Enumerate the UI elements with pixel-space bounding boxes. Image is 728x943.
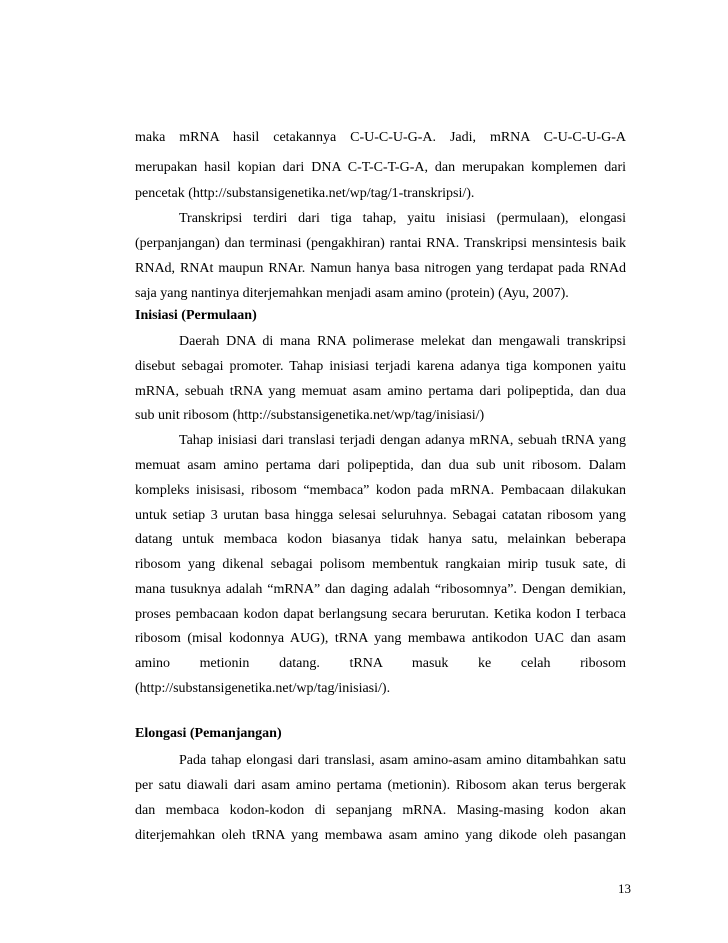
paragraph-line: amino metionin datang. tRNA masuk ke celah ribosom — [135, 656, 626, 671]
paragraph-line: disebut sebagai promoter. Tahap inisiasi terjadi karena adanya tiga komponen yaitu — [135, 359, 626, 374]
paragraph-line: maka mRNA hasil cetakannya C-U-C-U-G-A. Jadi, mRNA C-U-C-U-G-A — [135, 130, 626, 145]
paragraph-line: (perpanjangan) dan terminasi (pengakhiran) rantai RNA. Transkripsi mensintesis baik — [135, 236, 626, 251]
paragraph-line: ribosom (misal kodonnya AUG), tRNA yang membawa antikodon UAC dan asam — [135, 631, 626, 646]
paragraph-line: saja yang nantinya diterjemahkan menjadi asam amino (protein) (Ayu, 2007). — [135, 286, 569, 301]
paragraph-line: diterjemahkan oleh tRNA yang membawa asam amino yang dikode oleh pasangan — [135, 828, 626, 843]
paragraph-line: mana tusuknya adalah “mRNA” dan daging adalah “ribosomnya”. Dengan demikian, — [135, 582, 626, 597]
page-number: 13 — [618, 881, 631, 896]
paragraph-line: dan membaca kodon-kodon di sepanjang mRNA. Masing-masing kodon akan — [135, 803, 626, 818]
section-heading: Inisiasi (Permulaan) — [135, 308, 257, 323]
paragraph-line: per satu diawali dari asam amino pertama (metionin). Ribosom akan terus bergerak — [135, 778, 626, 793]
paragraph-line: proses pembacaan kodon dapat berlangsung secara berurutan. Ketika kodon I terbaca — [135, 607, 626, 622]
paragraph-line: RNAd, RNAt maupun RNAr. Namun hanya basa nitrogen yang terdapat pada RNAd — [135, 261, 626, 276]
paragraph-line: ribosom yang dikenal sebagai polisom membentuk rangkaian mirip tusuk sate, di — [135, 557, 626, 572]
paragraph-line: kompleks inisisasi, ribosom “membaca” kodon pada mRNA. Pembacaan dilakukan — [135, 483, 626, 498]
paragraph-line: Transkripsi terdiri dari tiga tahap, yaitu inisiasi (permulaan), elongasi — [179, 211, 626, 226]
paragraph-line: pencetak (http://substansigenetika.net/wp/tag/1-transkripsi/). — [135, 186, 475, 201]
paragraph-line: sub unit ribosom (http://substansigenetika.net/wp/tag/inisiasi/) — [135, 408, 485, 423]
paragraph-line: memuat asam amino pertama dari polipeptida, dan dua sub unit ribosom. Dalam — [135, 458, 626, 473]
paragraph-line: datang untuk membaca kodon biasanya tidak hanya satu, melainkan beberapa — [135, 532, 626, 547]
paragraph-line: mRNA, sebuah tRNA yang memuat asam amino pertama dari polipeptida, dan dua — [135, 384, 626, 399]
paragraph-line: (http://substansigenetika.net/wp/tag/inisiasi/). — [135, 681, 391, 696]
paragraph-line: Daerah DNA di mana RNA polimerase melekat dan mengawali transkripsi — [179, 334, 626, 349]
paragraph-line: merupakan hasil kopian dari DNA C-T-C-T-G-A, dan merupakan komplemen dari — [135, 160, 626, 175]
paragraph-line: Pada tahap elongasi dari translasi, asam amino-asam amino ditambahkan satu — [179, 753, 626, 768]
paragraph-line: untuk setiap 3 urutan basa hingga selesai seluruhnya. Sebagai catatan ribosom yang — [135, 508, 626, 523]
paragraph-line: Tahap inisiasi dari translasi terjadi dengan adanya mRNA, sebuah tRNA yang — [179, 433, 626, 448]
section-heading: Elongasi (Pemanjangan) — [135, 726, 282, 741]
